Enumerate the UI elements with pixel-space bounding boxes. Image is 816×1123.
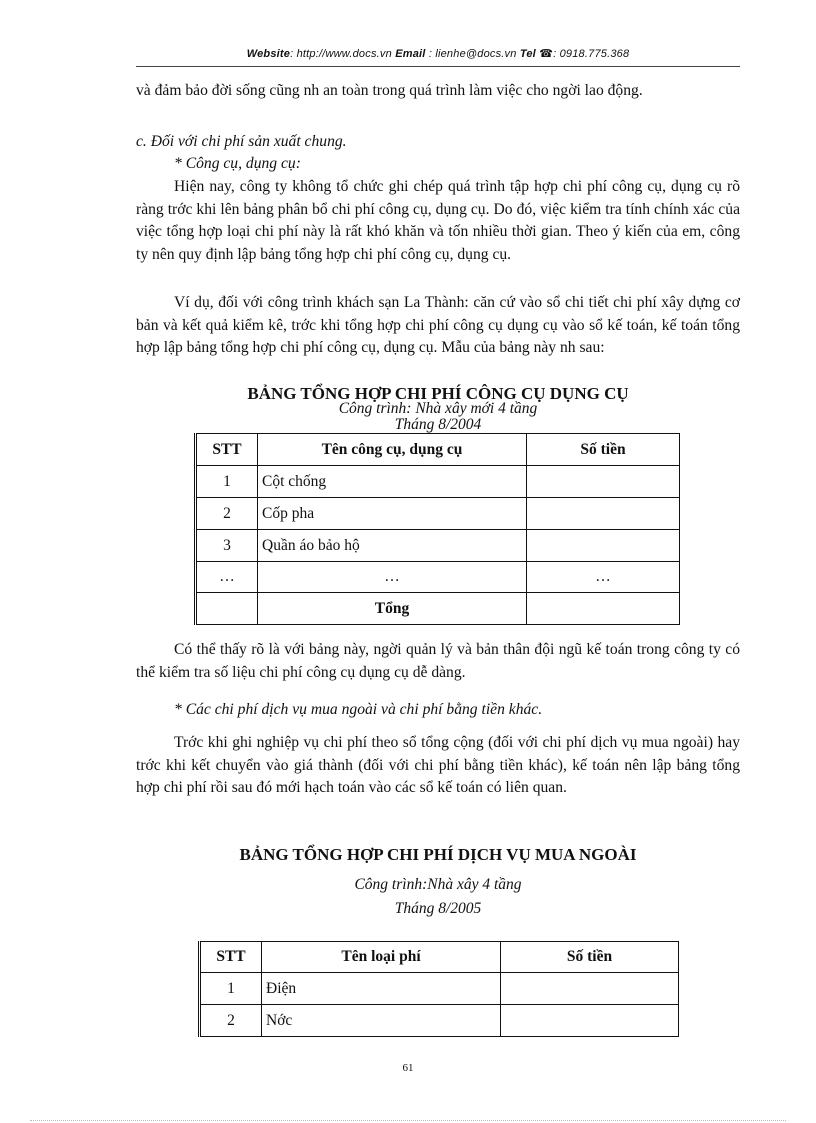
cell-amount <box>501 1005 679 1037</box>
paragraph-1: và đảm bảo đời sống cũng nh an toàn trong quá trình làm việc cho ngời lao động. <box>136 82 643 99</box>
table-row <box>196 530 680 562</box>
cell-amount <box>527 593 680 625</box>
section-heading-c: c. Đối với chi phí sản xuất chung. <box>136 133 347 150</box>
header-tool-name: Tên công cụ, dụng cụ <box>258 434 527 466</box>
table1-title: BẢNG TỔNG HỢP CHI PHÍ CÔNG CỤ DỤNG CỤ <box>247 384 629 403</box>
page-number: 61 <box>402 1062 414 1074</box>
cell-stt: … <box>196 562 258 593</box>
header-stt: STT <box>200 942 262 973</box>
header-fee-type: Tên loại phí <box>262 942 501 973</box>
tel-label: Tel <box>519 48 536 60</box>
header-amount: Số tiền <box>501 942 679 973</box>
tools-cost-table <box>194 433 680 625</box>
table1-project: Công trình: Nhà xây mới 4 tầng <box>338 400 538 417</box>
services-cost-table <box>198 941 679 1037</box>
paragraph-5: Trớc khi ghi nghiệp vụ chi phí theo sổ tổng cộng (đối với chi phí dịch vụ mua ngoài) hay trớc khi kết chuyển vào giá thành (đối với chi phí bằng tiền khác), kế toán nên lập bảng tổng hợp chi phí rồi sau đó mới hạch toán vào các sổ kế toán có liên quan. <box>136 734 740 796</box>
header-amount: Số tiền <box>527 434 680 466</box>
table-header-row <box>200 942 679 973</box>
phone-icon: ☎ <box>539 48 554 60</box>
paragraph-2: Hiện nay, công ty không tổ chức ghi chép quá trình tập hợp chi phí công cụ, dụng cụ rõ ràng trớc khi lên bảng phân bổ chi phí công cụ, dụng cụ. Do đó, việc kiểm tra tính chính xác của việc tổng hợp loại chi phí này là rất khó khăn và tốn nhiều thời gian. Theo ý kiến của em, công ty nên quy định lập bảng tổng hợp chi phí công cụ, dụng cụ. <box>136 178 740 263</box>
table-header-row <box>196 434 680 466</box>
table-row <box>196 466 680 498</box>
table-row <box>200 973 679 1005</box>
page-header <box>136 47 740 60</box>
email-label: Email <box>395 48 426 60</box>
website-label: Website <box>246 48 291 60</box>
paragraph-4: Có thể thấy rõ là với bảng này, ngời quản lý và bản thân đội ngũ kế toán trong công ty có thể kiểm tra số liệu chi phí công cụ dụng cụ dễ dàng. <box>136 641 740 681</box>
cell-stt: 3 <box>196 530 258 562</box>
table2-project: Công trình:Nhà xây 4 tầng <box>354 876 522 893</box>
cell-amount <box>501 973 679 1005</box>
email-value: : lienhe@docs.vn <box>428 48 517 60</box>
subsection-tools: * Công cụ, dụng cụ: <box>174 155 301 172</box>
bottom-divider <box>30 1120 786 1121</box>
table2-title: BẢNG TỔNG HỢP CHI PHÍ DỊCH VỤ MUA NGOÀI <box>239 845 637 864</box>
table1-month: Tháng 8/2004 <box>394 416 482 433</box>
website-value: : http://www.docs.vn <box>290 48 392 60</box>
table-row <box>200 1005 679 1037</box>
cell-fee-type: Điện <box>262 973 501 1005</box>
subsection-services: * Các chi phí dịch vụ mua ngoài và chi phí bằng tiền khác. <box>174 701 543 718</box>
cell-stt: 2 <box>200 1005 262 1037</box>
cell-tool-name: … <box>258 562 527 593</box>
table-row <box>196 498 680 530</box>
table-total-row <box>196 593 680 625</box>
cell-amount <box>527 530 680 562</box>
cell-stt: 2 <box>196 498 258 530</box>
cell-tool-name: Cốp pha <box>258 498 527 530</box>
cell-total-label: Tổng <box>258 593 527 625</box>
paragraph-3: Ví dụ, đối với công trình khách sạn La Thành: căn cứ vào sổ chi tiết chi phí xây dựng cơ bản và kết quả kiểm kê, trớc khi tổng hợp chi phí công cụ dụng cụ vào sổ kế toán, kế toán tổng hợp lập bảng tổng hợp chi phí công cụ, dụng cụ. Mẫu của bảng này nh sau: <box>136 294 740 356</box>
cell-stt: 1 <box>200 973 262 1005</box>
tel-value: : 0918.775.368 <box>553 48 630 60</box>
cell-amount <box>527 498 680 530</box>
cell-tool-name: Cột chống <box>258 466 527 498</box>
header-divider <box>136 66 740 67</box>
cell-tool-name: Quần áo bảo hộ <box>258 530 527 562</box>
header-stt: STT <box>196 434 258 466</box>
table2-month: Tháng 8/2005 <box>394 900 482 917</box>
cell-amount <box>527 466 680 498</box>
table-row <box>196 562 680 593</box>
cell-amount: … <box>527 562 680 593</box>
cell-stt: 1 <box>196 466 258 498</box>
cell-stt <box>196 593 258 625</box>
cell-fee-type: Nớc <box>262 1005 501 1037</box>
